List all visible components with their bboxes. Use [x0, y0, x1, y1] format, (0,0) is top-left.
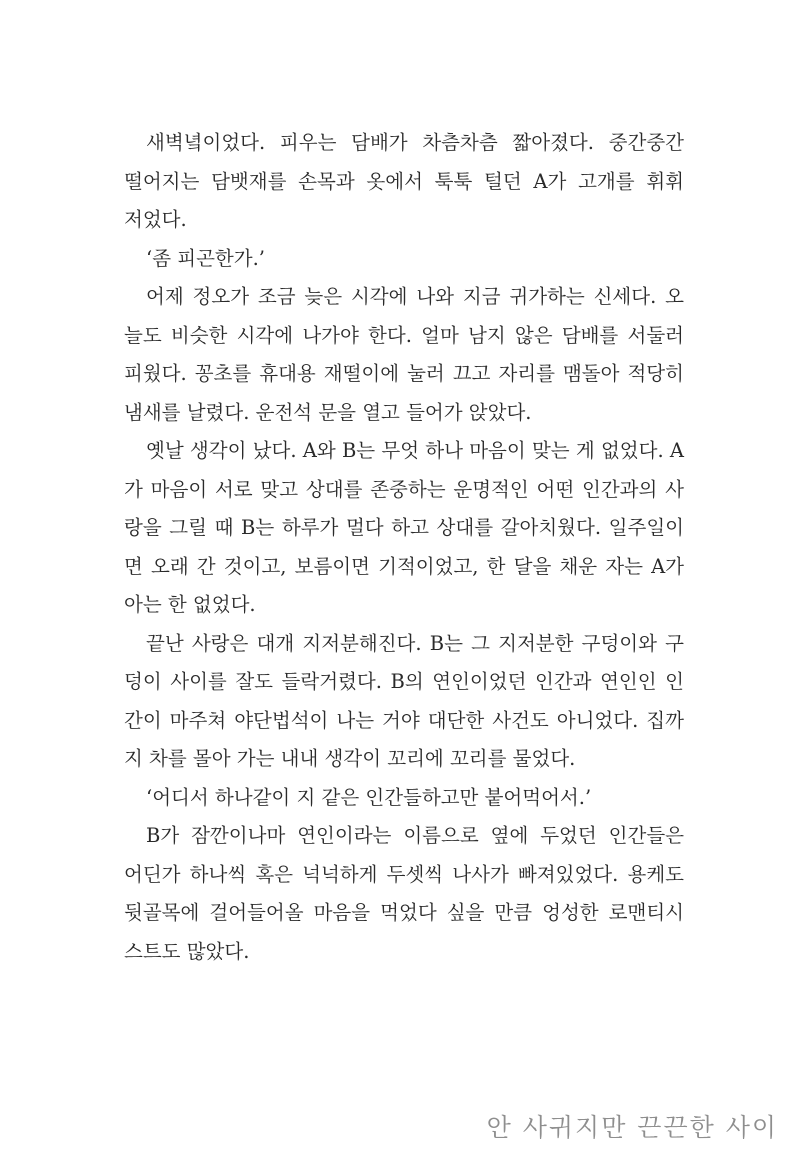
body-line: 새벽녘이었다. 피우는 담배가 차츰차츰 짧아졌다. 중간중간	[146, 131, 684, 154]
body-line: 면 오래 간 것이고, 보름이면 기적이었고, 한 달을 채운 자는 A가	[124, 554, 684, 578]
body-line: 가 마음이 서로 맞고 상대를 존중하는 운명적인 어떤 인간과의 사	[124, 477, 684, 501]
body-text	[124, 124, 684, 971]
body-line: 뒷골목에 걸어들어올 마음을 먹었다 싶을 만큼 엉성한 로맨티시	[124, 901, 684, 924]
body-line: 지 차를 몰아 가는 내내 생각이 꼬리에 꼬리를 물었다.	[124, 747, 576, 770]
body-line: 피웠다. 꽁초를 휴대용 재떨이에 눌러 끄고 자리를 맴돌아 적당히	[124, 362, 684, 385]
body-line: ‘좀 피곤한가.’	[146, 246, 265, 270]
body-line: 떨어지는 담뱃재를 손목과 옷에서 툭툭 털던 A가 고개를 휘휘	[124, 169, 684, 193]
body-line: 간이 마주쳐 야단법석이 나는 거야 대단한 사건도 아니었다. 집까	[124, 708, 684, 732]
body-line: 아는 한 없었다.	[124, 593, 256, 616]
body-line: 스트도 많았다.	[124, 939, 250, 963]
body-line: 저었다.	[124, 208, 187, 231]
body-line: 어딘가 하나씩 혹은 넉넉하게 두셋씩 나사가 빠져있었다. 용케도	[124, 862, 684, 886]
body-line: 늘도 비슷한 시각에 나가야 한다. 얼마 남지 않은 담배를 서둘러	[124, 323, 684, 347]
running-title: 안 사귀지만 끈끈한 사이	[486, 1113, 778, 1142]
body-line: 랑을 그릴 때 B는 하루가 멀다 하고 상대를 갈아치웠다. 일주일이	[124, 516, 684, 539]
body-line: 냄새를 날렸다. 운전석 문을 열고 들어가 앉았다.	[124, 400, 532, 424]
body-line: 덩이 사이를 잘도 들락거렸다. B의 연인이었던 인간과 연인인 인	[124, 670, 684, 693]
body-line: ‘어디서 하나같이 지 같은 인간들하고만 붙어먹어서.’	[146, 785, 592, 809]
body-line: B가 잠깐이나마 연인이라는 이름으로 옆에 두었던 인간들은	[146, 824, 684, 847]
body-line: 어제 정오가 조금 늦은 시각에 나와 지금 귀가하는 신세다. 오	[146, 285, 684, 308]
body-line: 끝난 사랑은 대개 지저분해진다. B는 그 지저분한 구덩이와 구	[146, 631, 684, 655]
body-line: 옛날 생각이 났다. A와 B는 무엇 하나 마음이 맞는 게 없었다. A	[146, 439, 684, 462]
